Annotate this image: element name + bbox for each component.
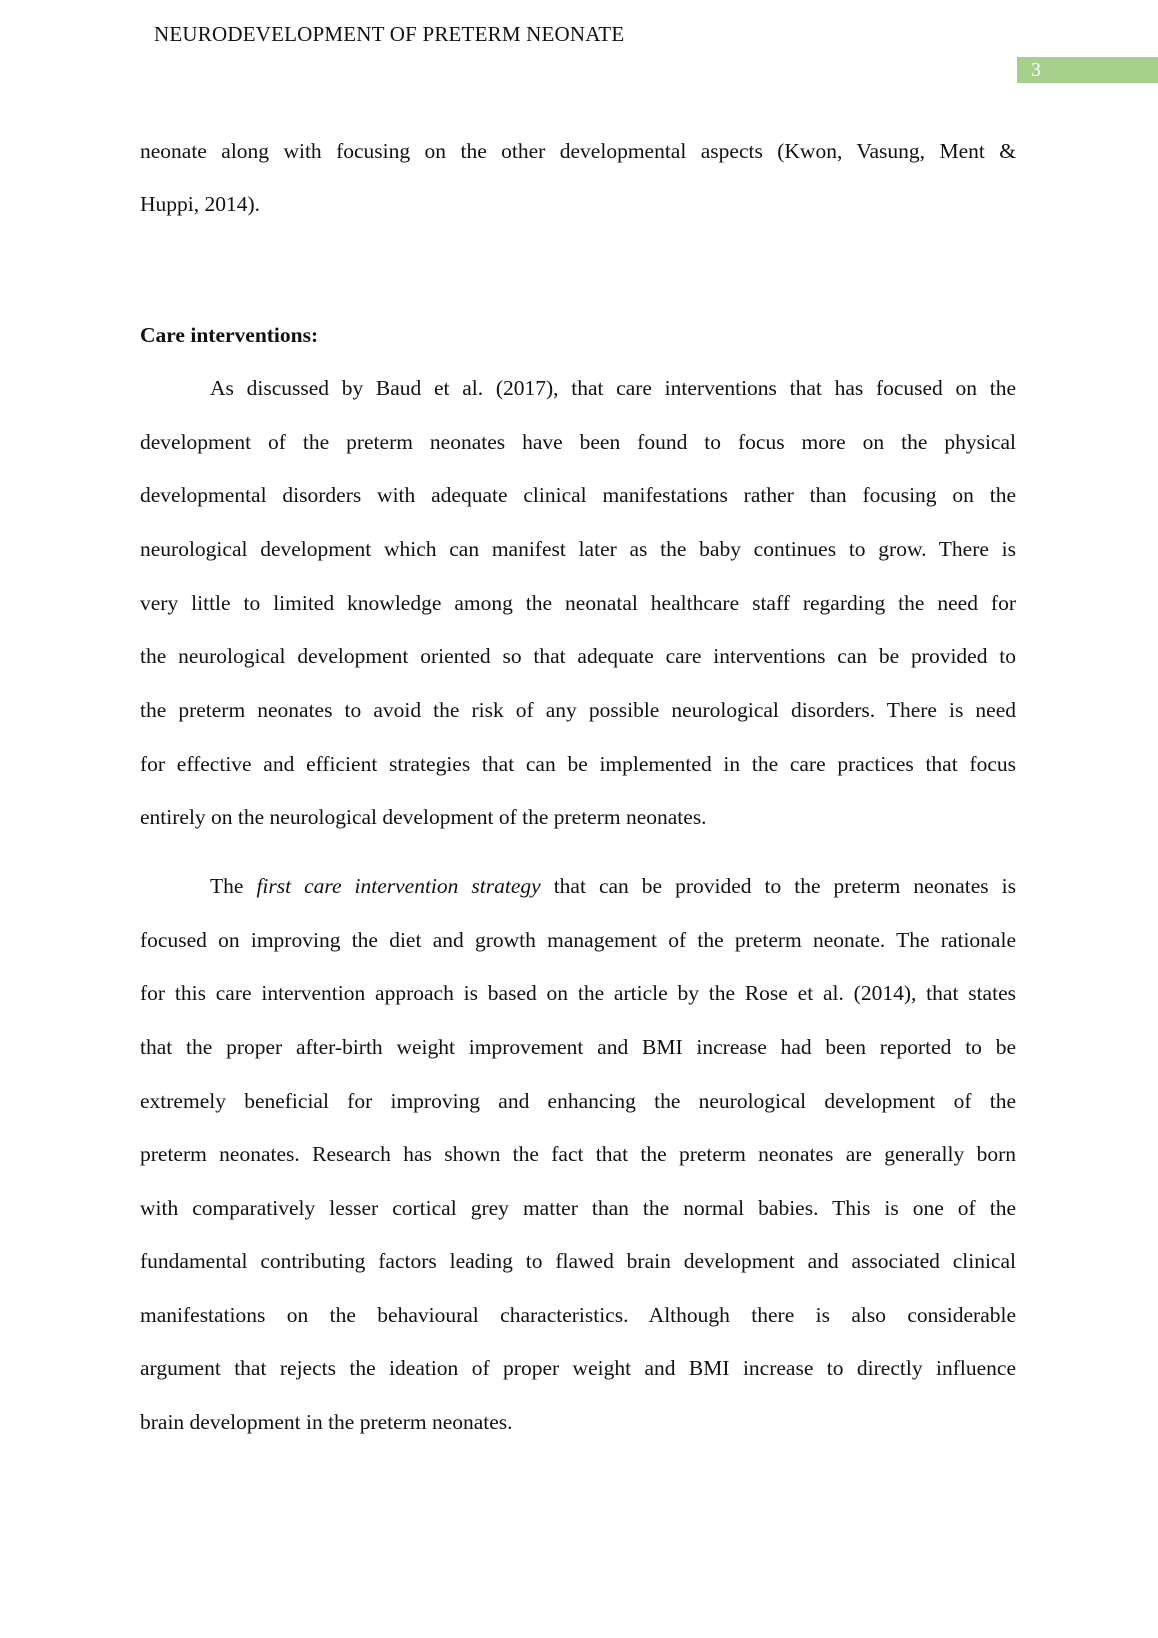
text-line: neurological development which can manifest later as the baby continues to grow. There is bbox=[140, 537, 1016, 561]
text-run: The bbox=[210, 874, 257, 898]
text-line: neonate along with focusing on the other developmental aspects (Kwon, Vasung, Ment & bbox=[140, 139, 1016, 163]
text-line: developmental disorders with adequate clinical manifestations rather than focusing on the bbox=[140, 483, 1016, 507]
text-line: that the proper after-birth weight improvement and BMI increase had been reported to be bbox=[140, 1035, 1016, 1059]
section-heading: Care interventions: bbox=[140, 323, 319, 347]
text-line: preterm neonates. Research has shown the fact that the preterm neonates are generally born bbox=[140, 1142, 1016, 1166]
text-line bbox=[210, 872, 1016, 900]
text-line: very little to limited knowledge among the neonatal healthcare staff regarding the need for bbox=[140, 591, 1016, 615]
text-line: development of the preterm neonates have been found to focus more on the physical bbox=[140, 430, 1016, 454]
text-line: As discussed by Baud et al. (2017), that care interventions that has focused on the bbox=[210, 376, 1016, 400]
text-line: for this care intervention approach is based on the article by the Rose et al. (2014), that states bbox=[140, 981, 1016, 1005]
text-line: for effective and efficient strategies that can be implemented in the care practices that focus bbox=[140, 752, 1016, 776]
text-line: extremely beneficial for improving and enhancing the neurological development of the bbox=[140, 1089, 1016, 1113]
text-line: with comparatively lesser cortical grey matter than the normal babies. This is one of the bbox=[140, 1196, 1016, 1220]
text-line: manifestations on the behavioural characteristics. Although there is also considerable bbox=[140, 1303, 1016, 1327]
text-line: the neurological development oriented so that adequate care interventions can be provided to bbox=[140, 644, 1016, 668]
page-number: 3 bbox=[1017, 57, 1158, 83]
text-line: fundamental contributing factors leading to flawed brain development and associated clinical bbox=[140, 1249, 1016, 1273]
emphasis-run: first care intervention strategy bbox=[256, 874, 541, 898]
text-run: that can be provided to the preterm neonates is bbox=[540, 874, 1016, 898]
running-head: NEURODEVELOPMENT OF PRETERM NEONATE bbox=[154, 22, 625, 46]
text-line: the preterm neonates to avoid the risk of any possible neurological disorders. There is need bbox=[140, 698, 1016, 722]
text-line: Huppi, 2014). bbox=[140, 192, 261, 216]
text-line: focused on improving the diet and growth management of the preterm neonate. The rationale bbox=[140, 928, 1016, 952]
text-line: entirely on the neurological development of the preterm neonates. bbox=[140, 805, 707, 829]
text-line: brain development in the preterm neonates. bbox=[140, 1410, 513, 1434]
text-line: argument that rejects the ideation of proper weight and BMI increase to directly influence bbox=[140, 1356, 1016, 1380]
